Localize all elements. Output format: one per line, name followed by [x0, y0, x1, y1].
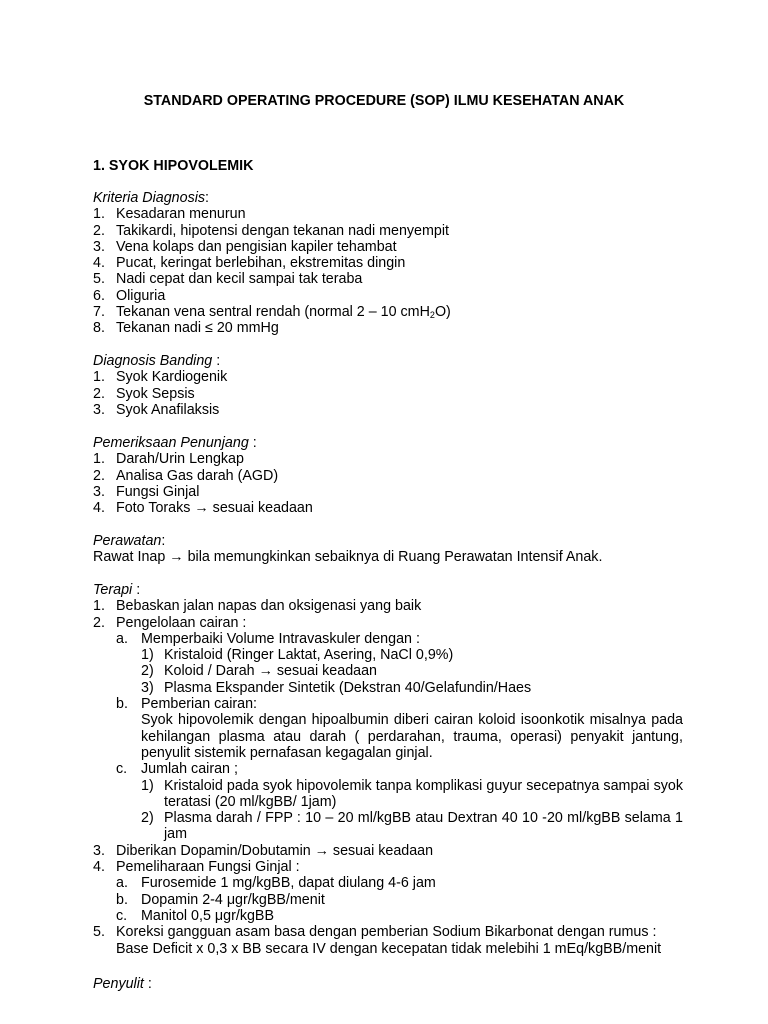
perawatan-heading: Perawatan:	[93, 533, 166, 549]
list-item: 1. Bebaskan jalan napas dan oksigenasi yang baik	[93, 598, 422, 615]
document-title: STANDARD OPERATING PROCEDURE (SOP) ILMU KESEHATAN ANAK	[143, 93, 625, 109]
sublist-item: 1) Kristaloid (Ringer Laktat, Asering, NaCl 0,9%)	[141, 647, 454, 664]
list-item: 1. Syok Kardiogenik	[93, 369, 228, 386]
list-item: 2. Pengelolaan cairan :	[93, 614, 247, 631]
sublist-item: b. Pemberian cairan:	[116, 696, 258, 713]
section-title: 1. SYOK HIPOVOLEMIK	[93, 158, 254, 174]
sublist-item: 3) Plasma Ekspander Sintetik (Dekstran 40/Gelafundin/Haes	[141, 679, 532, 696]
perawatan-section	[93, 533, 683, 566]
list-item: 4. Pemeliharaan Fungsi Ginjal :	[93, 859, 300, 876]
list-item: 3. Vena kolaps dan pengisian kapiler tehambat	[93, 238, 397, 255]
list-item: 8. Tekanan nadi ≤ 20 mmHg	[93, 320, 279, 337]
sublist-item: a. Memperbaiki Volume Intravaskuler dengan :	[116, 630, 420, 647]
list-item: 5. Koreksi gangguan asam basa dengan pemberian Sodium Bikarbonat dengan rumus :	[93, 924, 657, 941]
list-item: 3. Syok Anafilaksis	[93, 401, 220, 418]
penyulit-section	[93, 976, 683, 992]
kriteria-label: Kriteria Diagnosis	[93, 190, 206, 206]
terapi-section	[93, 582, 683, 957]
sublist-item: c. Manitol 0,5 μgr/kgBB	[116, 907, 275, 924]
list-item: 2. Analisa Gas darah (AGD)	[93, 467, 279, 484]
sublist-item: c. Jumlah cairan ;	[116, 761, 238, 778]
list-item: 2. Takikardi, hipotensi dengan tekanan nadi menyempit	[93, 222, 450, 239]
kriteria-diagnosis-section	[93, 190, 683, 337]
banding-heading: Diagnosis Banding :	[93, 353, 221, 369]
list-item: 1. Darah/Urin Lengkap	[93, 451, 244, 468]
diagnosis-banding-section	[93, 353, 683, 418]
pemeriksaan-penunjang-section	[93, 435, 683, 516]
pemberian-cairan-text: Syok hipovolemik dengan hipoalbumin diberi cairan koloid isoonkotik misalnya pada kehilangan plasma atau darah ( perdarahan, trauma, operasi) penyakit jantung, penyulit sistemik pernafasan kegagalan ginjal.	[141, 712, 683, 761]
list-item: 6. Oliguria	[93, 287, 166, 304]
bikarbonat-formula: Base Deficit x 0,3 x BB secara IV dengan kecepatan tidak melebihi 1 mEq/kgBB/menit	[116, 940, 662, 957]
list-item: 7. Tekanan vena sentral rendah (normal 2 – 10 cmH$_2$O)	[93, 304, 451, 321]
terapi-heading: Terapi :	[93, 582, 141, 598]
perawatan-text: Rawat Inap → bila memungkinkan sebaiknya di Ruang Perawatan Intensif Anak.	[93, 549, 603, 566]
list-item: 4. Foto Toraks → sesuai keadaan	[93, 500, 313, 517]
list-item: 3. Fungsi Ginjal	[93, 483, 200, 500]
list-item: 1. Kesadaran menurun	[93, 206, 246, 223]
list-item: 4. Pucat, keringat berlebihan, ekstremitas dingin	[93, 255, 406, 272]
sublist-item: b. Dopamin 2-4 μgr/kgBB/menit	[116, 891, 325, 908]
sublist-item: 2) Koloid / Darah → sesuai keadaan	[141, 663, 377, 680]
penunjang-heading: Pemeriksaan Penunjang :	[93, 435, 257, 451]
list-item: 3. Diberikan Dopamin/Dobutamin → sesuai keadaan	[93, 842, 434, 859]
penyulit-heading: Penyulit :	[93, 976, 152, 992]
kriteria-heading: Kriteria Diagnosis:	[93, 190, 210, 206]
sublist-item: 2) Plasma darah / FPP : 10 – 20 ml/kgBB atau Dextran 40 10 -20 ml/kgBB selama 1 jam	[141, 810, 683, 843]
sublist-item: 1) Kristaloid pada syok hipovolemik tanpa komplikasi guyur secepatnya sampai syok teratasi (20 ml/kgBB/ 1jam)	[141, 777, 683, 810]
list-item: 2. Syok Sepsis	[93, 385, 195, 402]
sublist-item: a. Furosemide 1 mg/kgBB, dapat diulang 4-6 jam	[116, 875, 436, 892]
list-item: 5. Nadi cepat dan kecil sampai tak teraba	[93, 271, 363, 288]
